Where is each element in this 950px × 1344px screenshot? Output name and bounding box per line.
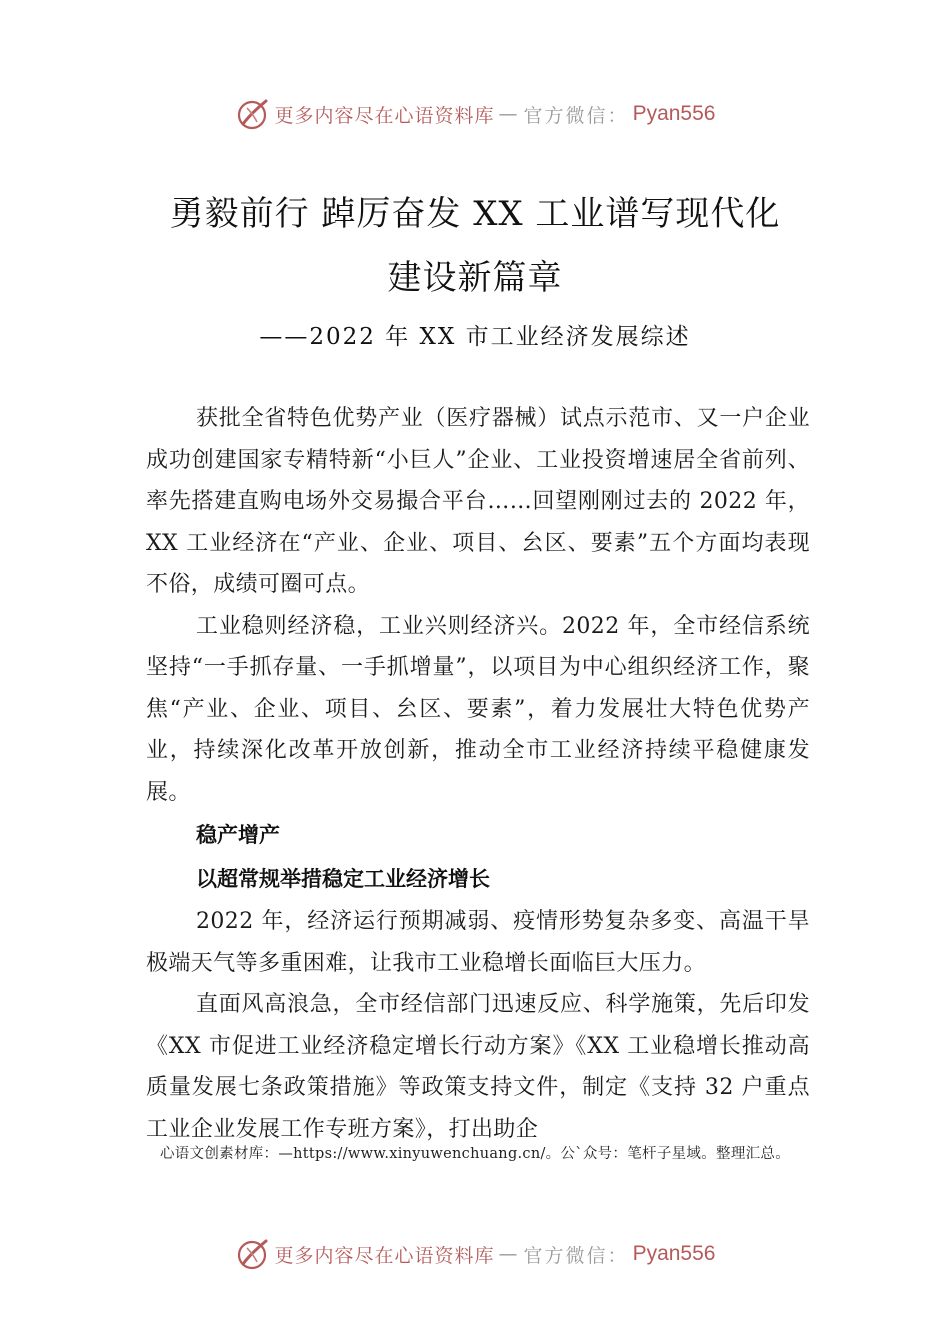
paragraph-4: 直面风高浪急，全市经信部门迅速反应、科学施策，先后印发《XX 市促进工业经济稳定增长行动方案》《XX 工业稳增长推动高质量发展七条政策措施》等政策支持文件，制定《支持 32 户重点工业企业发展工作专班方案》，打出助企 [146,992,810,1142]
brush-seal-icon [235,96,271,132]
document-title-line-1: 勇毅前行 踔厉奋发 XX 工业谱写现代化 [169,194,781,234]
paragraph-3: 2022 年，经济运行预期减弱、疫情形势复杂多变、高温干旱极端天气等多重困难，让我市工业稳增长面临巨大压力。 [146,909,810,976]
paragraph-2: 工业稳则经济稳，工业兴则经济兴。2022 年，全市经信系统坚持“一手抓存量、一手抓增量”，以项目为中心组织经济工作，聚焦“产业、企业、项目、㕕区、要素”，着力发展壮大特色优势产业，持续深化改革开放创新，推动全市工业经济持续平稳健康发展。 [146,613,810,805]
banner-text: 更多内容尽在心语资料库 [274,1244,495,1267]
banner-dash: — [498,103,520,125]
brush-seal-icon [235,1236,271,1272]
document-subtitle: ——2022 年 XX 市工业经济发展综述 [259,324,691,350]
banner-wechat-id: Pyan556 [632,1242,716,1265]
banner-wechat-label: 官方微信： [523,1244,629,1267]
banner-text: 更多内容尽在心语资料库 [274,104,495,127]
bottom-watermark-banner [0,1234,950,1274]
banner-wechat-label: 官方微信： [523,104,629,127]
section-heading-2: 以超常规举措稳定工业经济增长 [196,867,490,891]
document-title-line-2: 建设新篇章 [387,258,563,298]
banner-wechat-id: Pyan556 [632,102,716,125]
banner-dash: — [498,1243,520,1265]
paragraph-1: 获批全省特色优势产业（医疗器械）试点示范市、又一户企业成功创建国家专精特新“小巨人”企业、工业投资增速居全省前列、率先搭建直购电场外交易撮合平台……回望刚刚过去的 2022 年，XX 工业经济在“产业、企业、项目、㕕区、要素”五个方面均表现不俗，成绩可圈可点。 [146,406,810,597]
footer-source-note: 心语文创素材库：—https://www.xinyuwenchuang.cn/。公`众号：笔杆子星域。整理汇总。 [159,1146,791,1162]
top-watermark-banner [0,94,950,134]
document-body [146,398,810,1150]
section-heading-1: 稳产增产 [196,823,280,847]
